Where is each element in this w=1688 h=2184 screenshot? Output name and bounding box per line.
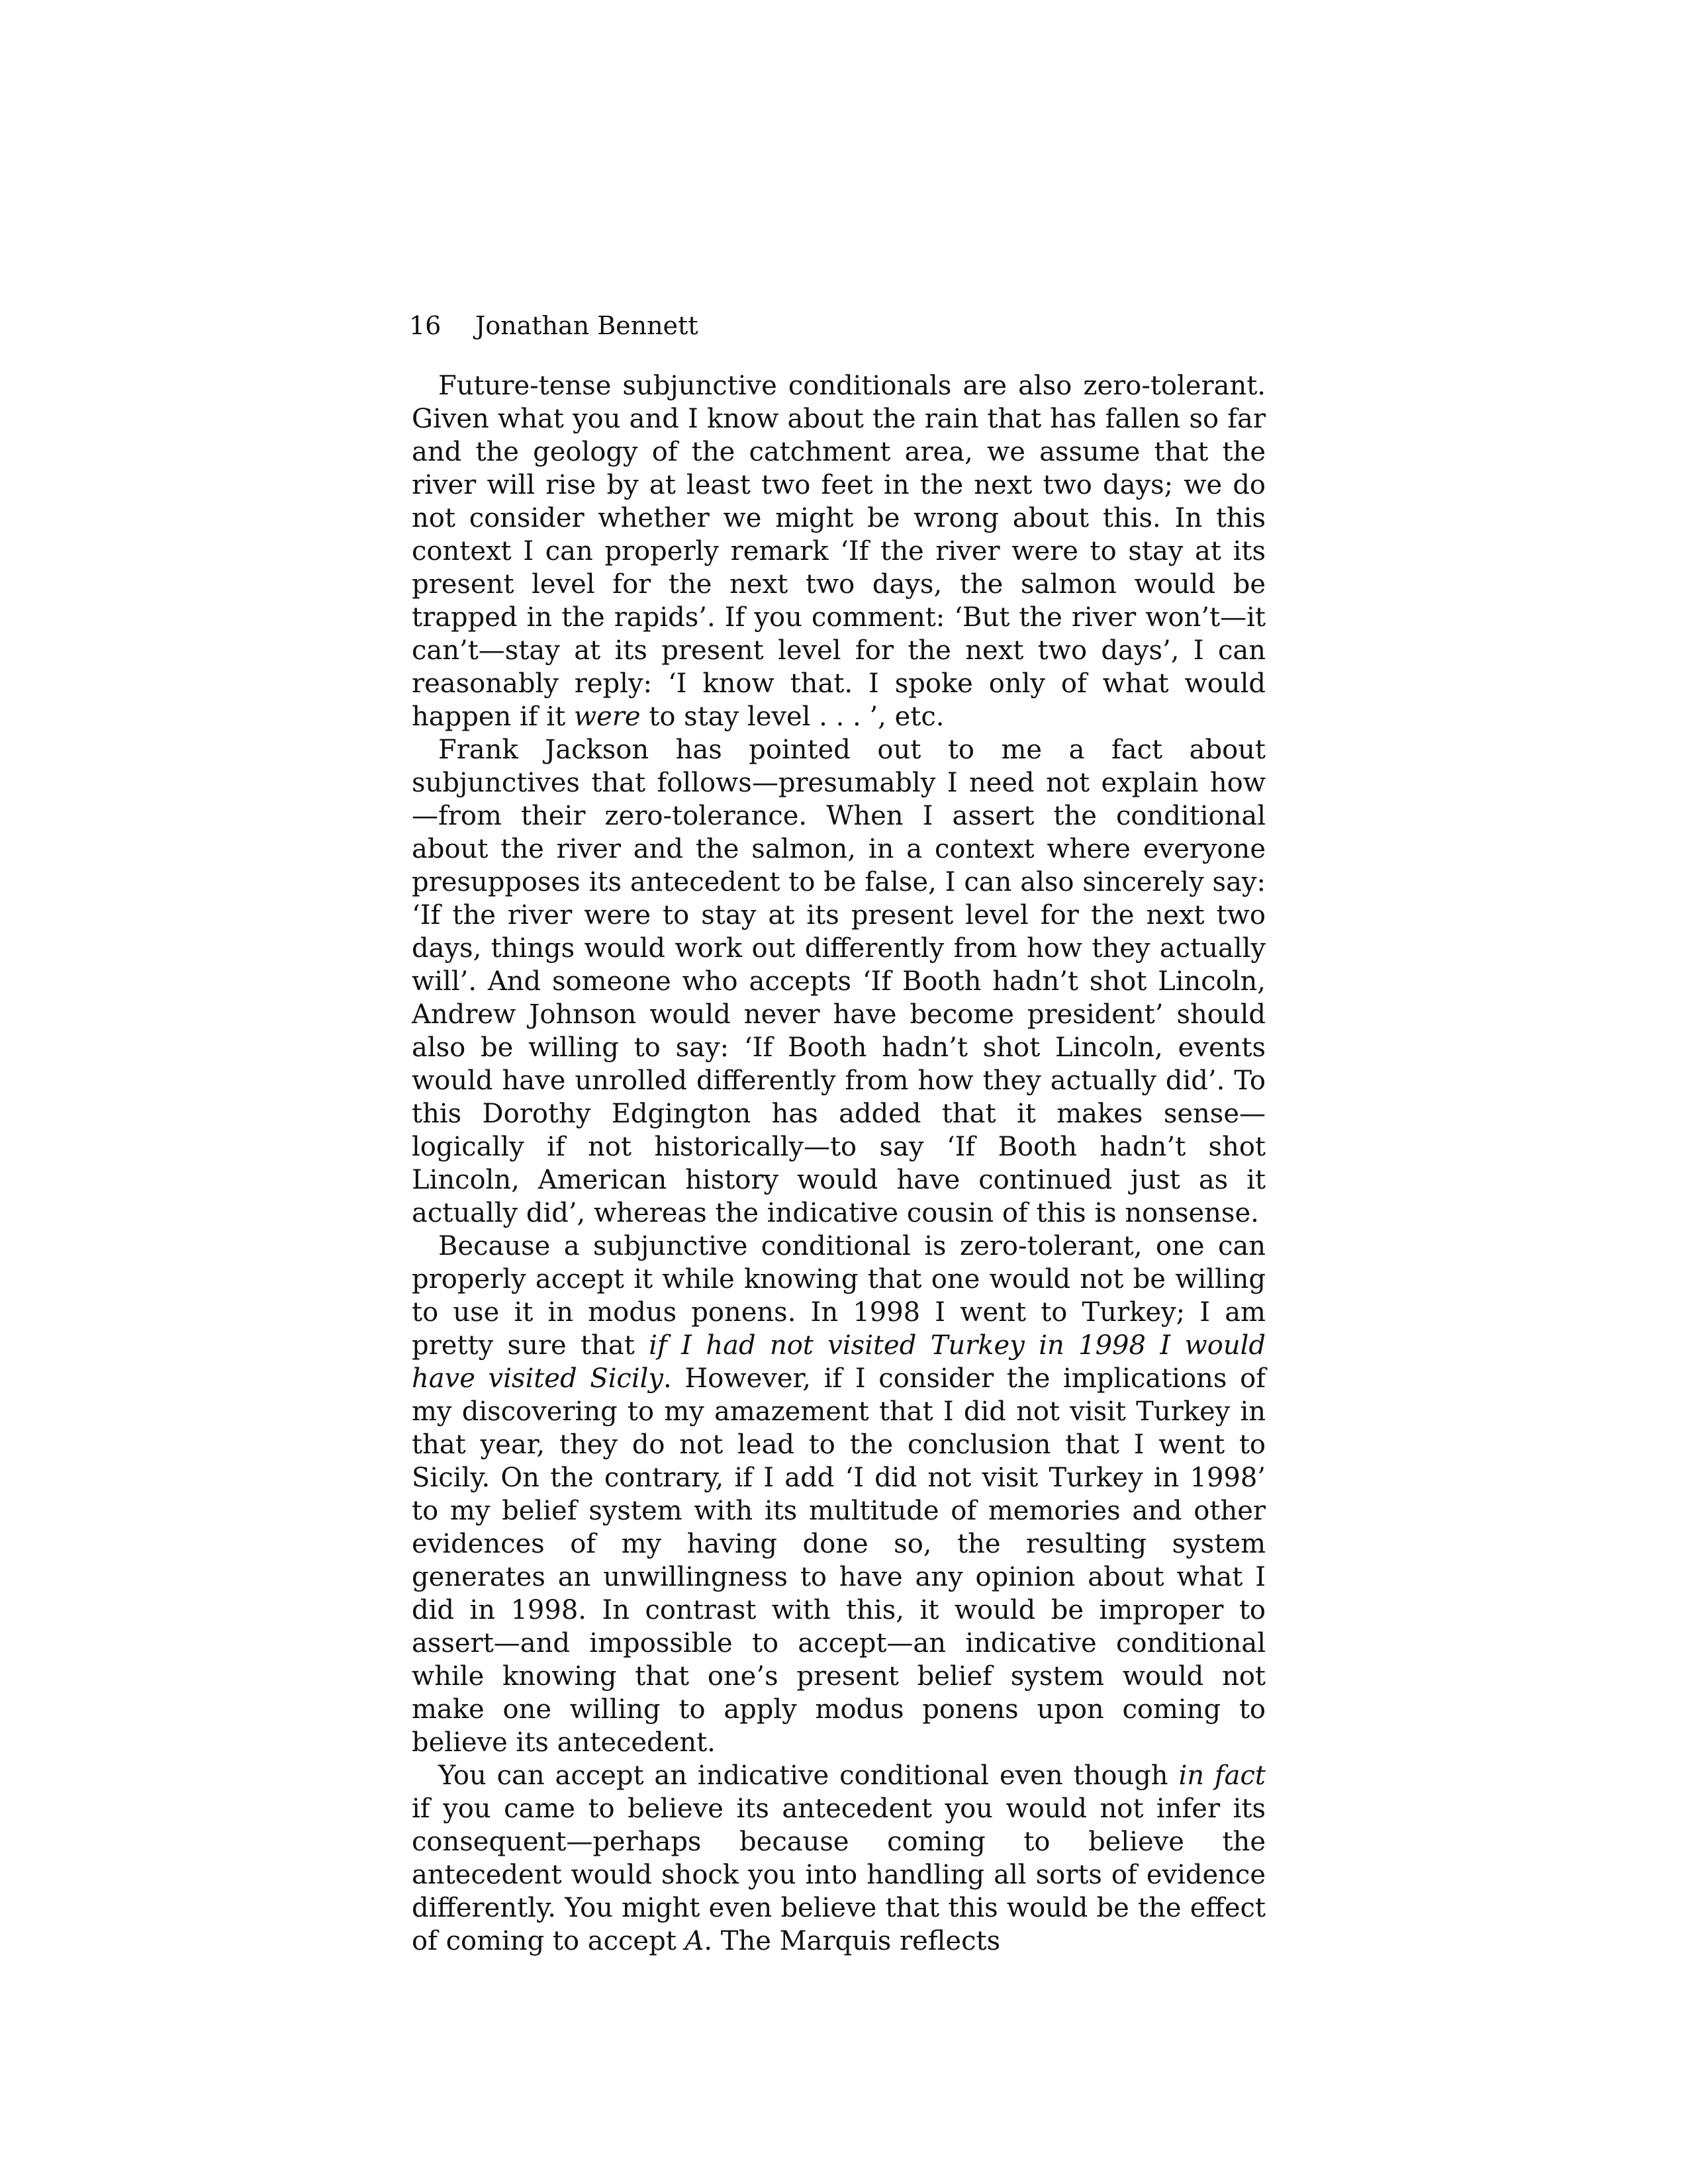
text-run: You can accept an indicative conditional even though: [438, 1760, 1179, 1791]
body-text: [412, 369, 1266, 1958]
paragraph-4: [412, 1759, 1266, 1958]
italic-run: if I had not visited Turkey in 1998 I would have visited Sicily: [412, 1330, 1266, 1394]
text-run: . However, if I consider the implications of my discovering to my amazement that I did not visit Turkey in that year, they do not lead to the conclusion that I went to Sicily. On the contrary, if I add ‘I did not visit Turkey in 1998’ to my belief system with its multitude of memories and other evidences of my having done so, the resulting system generates an unwillingness to have any opinion about what I did in 1998. In contrast with this, it would be improper to assert—and impossible to accept—an indicative conditional while knowing that one’s present belief system would not make one willing to apply modus ponens upon coming to believe its antecedent.: [412, 1363, 1266, 1758]
text-run: to stay level . . . ’, etc.: [640, 702, 945, 732]
page-number: 16: [409, 311, 442, 340]
paragraph-1: [412, 369, 1266, 733]
text-run: Because a subjunctive conditional is zero-tolerant, one can properly accept it while knowing that one would not be willing to use it in modus ponens. In 1998 I went to Turkey; I am pretty sure that: [412, 1231, 1266, 1361]
running-head-author: Jonathan Bennett: [475, 311, 698, 340]
text-run: if you came to believe its antecedent you would not infer its consequent—perhaps because coming to believe the antecedent would shock you into handling all sorts of evidence differently. You might even believe that this would be the effect of coming to accept: [412, 1794, 1266, 1956]
running-head: [409, 306, 1270, 345]
italic-run: in fact: [1178, 1760, 1266, 1791]
italic-run: A: [684, 1926, 704, 1956]
text-run: Future-tense subjunctive conditionals are also zero-tolerant. Given what you and I know about the rain that has fallen so far and the geology of the catchment area, we assume that the river will rise by at least two feet in the next two days; we do not consider whether we might be wrong about this. In this context I can properly remark ‘If the river were to stay at its present level for the next two days, the salmon would be trapped in the rapids’. If you comment: ‘But the river won’t—it can’t—stay at its present level for the next two days’, I can reasonably reply: ‘I know that. I spoke only of what would happen if it: [412, 371, 1266, 732]
paragraph-3: [412, 1230, 1266, 1759]
paragraph-2: [412, 733, 1266, 1230]
italic-run: were: [573, 702, 641, 732]
text-run: Frank Jackson has pointed out to me a fact about subjunctives that follows—presumably I need not explain how—from their zero-tolerance. When I assert the conditional about the river and the salmon, in a context where everyone presupposes its antecedent to be false, I can also sincerely say: ‘If the river were to stay at its present level for the next two days, things would work out differently from how they actually will’. And someone who accepts ‘If Booth hadn’t shot Lincoln, Andrew Johnson would never have become president’ should also be willing to say: ‘If Booth hadn’t shot Lincoln, events would have unrolled differently from how they actually did’. To this Dorothy Edgington has added that it makes sense—logically if not historically—to say ‘If Booth hadn’t shot Lincoln, American history would have continued just as it actually did’, whereas the indicative cousin of this is nonsense.: [412, 735, 1266, 1228]
text-run: . The Marquis reflects: [704, 1926, 1001, 1956]
